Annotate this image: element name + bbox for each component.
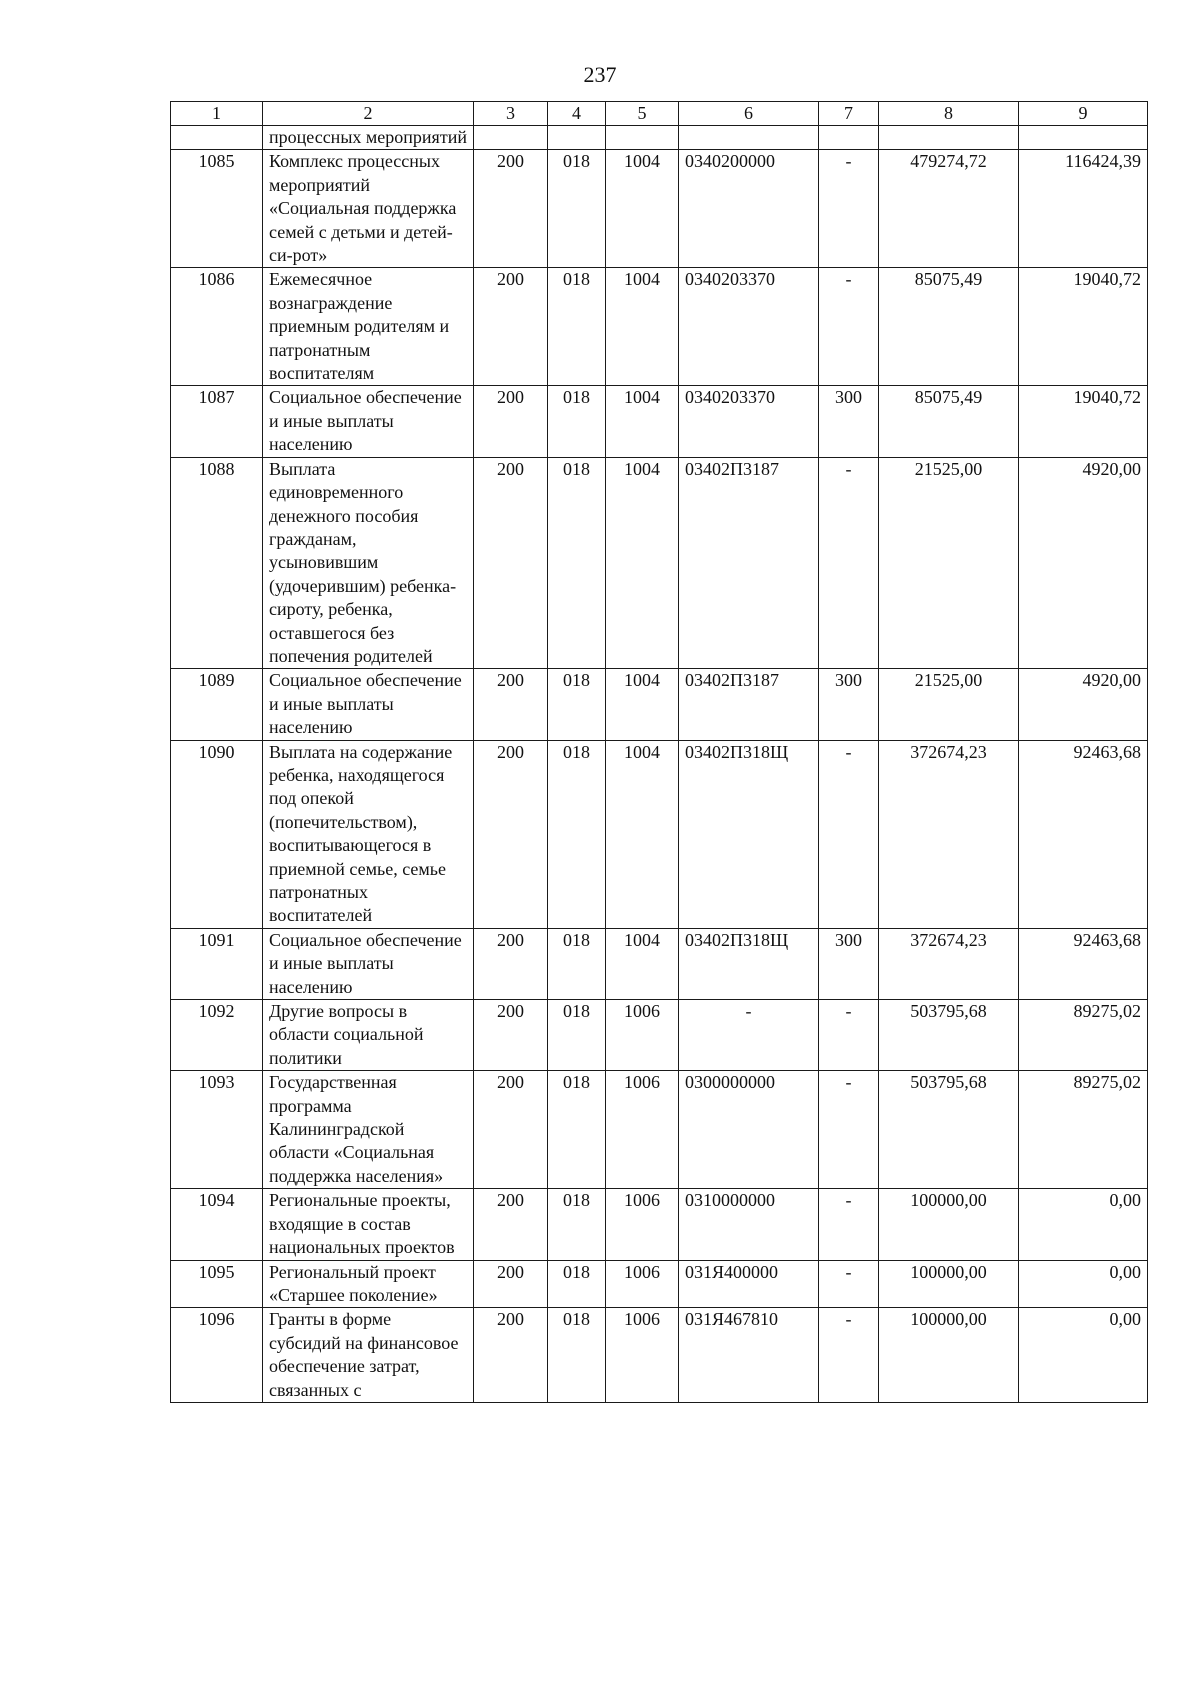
col3-cell: 200	[474, 386, 548, 457]
col4-cell: 018	[548, 1260, 606, 1308]
row-number-cell: 1086	[171, 268, 263, 386]
col9-cell: 4920,00	[1019, 457, 1148, 669]
row-name-cell: Другие вопросы в области социальной политики	[263, 1000, 474, 1071]
col6-cell: 0340203370	[679, 268, 819, 386]
col5-cell: 1004	[606, 150, 679, 268]
col3-cell: 200	[474, 928, 548, 999]
col4-cell	[548, 126, 606, 150]
col8-cell: 503795,68	[879, 1071, 1019, 1189]
col8-cell: 21525,00	[879, 457, 1019, 669]
column-header: 2	[263, 102, 474, 126]
col5-cell: 1004	[606, 740, 679, 928]
col9-cell: 92463,68	[1019, 740, 1148, 928]
col9-cell: 116424,39	[1019, 150, 1148, 268]
row-number-cell: 1092	[171, 1000, 263, 1071]
table-row	[171, 386, 1148, 457]
col8-cell: 21525,00	[879, 669, 1019, 740]
col4-cell: 018	[548, 928, 606, 999]
col3-cell: 200	[474, 1071, 548, 1189]
col9-cell: 4920,00	[1019, 669, 1148, 740]
col7-cell: 300	[819, 669, 879, 740]
column-header: 6	[679, 102, 819, 126]
col6-cell: 03402П318Щ	[679, 740, 819, 928]
col7-cell: -	[819, 150, 879, 268]
col3-cell: 200	[474, 1000, 548, 1071]
col3-cell: 200	[474, 150, 548, 268]
column-header: 5	[606, 102, 679, 126]
table-row	[171, 268, 1148, 386]
col4-cell: 018	[548, 1071, 606, 1189]
col6-cell: -	[679, 1000, 819, 1071]
column-header: 7	[819, 102, 879, 126]
col3-cell: 200	[474, 740, 548, 928]
table-row	[171, 1071, 1148, 1189]
col8-cell	[879, 126, 1019, 150]
col6-cell	[679, 126, 819, 150]
row-number-cell: 1089	[171, 669, 263, 740]
table-row	[171, 150, 1148, 268]
column-header: 3	[474, 102, 548, 126]
col9-cell: 19040,72	[1019, 386, 1148, 457]
col4-cell: 018	[548, 1189, 606, 1260]
col7-cell: -	[819, 1308, 879, 1403]
row-name-cell: Комплекс процессных мероприятий «Социальная поддержка семей с детьми и детей-си-рот»	[263, 150, 474, 268]
col7-cell	[819, 126, 879, 150]
col9-cell: 89275,02	[1019, 1071, 1148, 1189]
col7-cell: -	[819, 1000, 879, 1071]
col3-cell: 200	[474, 268, 548, 386]
col4-cell: 018	[548, 740, 606, 928]
row-number-cell: 1094	[171, 1189, 263, 1260]
col8-cell: 85075,49	[879, 386, 1019, 457]
col3-cell: 200	[474, 1189, 548, 1260]
row-name-cell: Социальное обеспечение и иные выплаты населению	[263, 928, 474, 999]
col5-cell: 1004	[606, 457, 679, 669]
col5-cell: 1006	[606, 1189, 679, 1260]
table-row	[171, 669, 1148, 740]
col6-cell: 03402П3187	[679, 669, 819, 740]
row-name-cell: Государственная программа Калининградской области «Социальная поддержка населения»	[263, 1071, 474, 1189]
col8-cell: 85075,49	[879, 268, 1019, 386]
col5-cell: 1004	[606, 669, 679, 740]
col7-cell: -	[819, 1189, 879, 1260]
col7-cell: 300	[819, 928, 879, 999]
col9-cell: 0,00	[1019, 1260, 1148, 1308]
budget-table	[170, 101, 1148, 1403]
col3-cell	[474, 126, 548, 150]
column-header: 8	[879, 102, 1019, 126]
col5-cell: 1006	[606, 1260, 679, 1308]
col4-cell: 018	[548, 1000, 606, 1071]
col6-cell: 0340203370	[679, 386, 819, 457]
col6-cell: 0300000000	[679, 1071, 819, 1189]
table-row	[171, 457, 1148, 669]
col9-cell: 0,00	[1019, 1308, 1148, 1403]
col6-cell: 03402П3187	[679, 457, 819, 669]
row-number-cell: 1091	[171, 928, 263, 999]
row-name-cell: Выплата на содержание ребенка, находящегося под опекой (попечительством), воспитывающегося в приемной семье, семье патронатных воспитателей	[263, 740, 474, 928]
col5-cell: 1004	[606, 268, 679, 386]
row-number-cell: 1096	[171, 1308, 263, 1403]
row-name-cell: Социальное обеспечение и иные выплаты населению	[263, 386, 474, 457]
row-name-cell: Ежемесячное вознаграждение приемным родителям и патронатным воспитателям	[263, 268, 474, 386]
table-row	[171, 1308, 1148, 1403]
col4-cell: 018	[548, 386, 606, 457]
col6-cell: 031Я400000	[679, 1260, 819, 1308]
row-number-cell: 1095	[171, 1260, 263, 1308]
col8-cell: 479274,72	[879, 150, 1019, 268]
row-number-cell	[171, 126, 263, 150]
row-name-cell: Региональный проект «Старшее поколение»	[263, 1260, 474, 1308]
table-row	[171, 1000, 1148, 1071]
col9-cell: 0,00	[1019, 1189, 1148, 1260]
col7-cell: -	[819, 457, 879, 669]
table-row	[171, 928, 1148, 999]
col9-cell	[1019, 126, 1148, 150]
col7-cell: -	[819, 1071, 879, 1189]
col3-cell: 200	[474, 1260, 548, 1308]
col3-cell: 200	[474, 669, 548, 740]
column-header: 9	[1019, 102, 1148, 126]
col6-cell: 031Я467810	[679, 1308, 819, 1403]
col5-cell: 1004	[606, 386, 679, 457]
row-number-cell: 1088	[171, 457, 263, 669]
col4-cell: 018	[548, 457, 606, 669]
row-number-cell: 1093	[171, 1071, 263, 1189]
col9-cell: 19040,72	[1019, 268, 1148, 386]
col4-cell: 018	[548, 669, 606, 740]
col6-cell: 0310000000	[679, 1189, 819, 1260]
col5-cell: 1006	[606, 1308, 679, 1403]
row-number-cell: 1090	[171, 740, 263, 928]
page-number: 237	[583, 62, 617, 87]
table-row	[171, 1189, 1148, 1260]
col8-cell: 372674,23	[879, 928, 1019, 999]
col6-cell: 03402П318Щ	[679, 928, 819, 999]
column-header: 1	[171, 102, 263, 126]
col8-cell: 100000,00	[879, 1189, 1019, 1260]
table-row	[171, 126, 1148, 150]
col7-cell: -	[819, 268, 879, 386]
col5-cell: 1004	[606, 928, 679, 999]
col3-cell: 200	[474, 457, 548, 669]
row-name-cell: Социальное обеспечение и иные выплаты населению	[263, 669, 474, 740]
col4-cell: 018	[548, 1308, 606, 1403]
col5-cell: 1006	[606, 1071, 679, 1189]
col9-cell: 92463,68	[1019, 928, 1148, 999]
table-row	[171, 1260, 1148, 1308]
col5-cell: 1006	[606, 1000, 679, 1071]
col8-cell: 100000,00	[879, 1308, 1019, 1403]
col7-cell: -	[819, 740, 879, 928]
header-row	[171, 102, 1148, 126]
row-name-cell: процессных мероприятий	[263, 126, 474, 150]
row-name-cell: Выплата единовременного денежного пособия гражданам, усыновившим (удочерившим) ребенка-сироту, ребенка, оставшегося без попечения родителей	[263, 457, 474, 669]
col4-cell: 018	[548, 268, 606, 386]
col9-cell: 89275,02	[1019, 1000, 1148, 1071]
col8-cell: 100000,00	[879, 1260, 1019, 1308]
table-row	[171, 740, 1148, 928]
row-name-cell: Гранты в форме субсидий на финансовое обеспечение затрат, связанных с	[263, 1308, 474, 1403]
row-name-cell: Региональные проекты, входящие в состав национальных проектов	[263, 1189, 474, 1260]
table-header	[171, 102, 1148, 126]
col8-cell: 503795,68	[879, 1000, 1019, 1071]
col7-cell: 300	[819, 386, 879, 457]
col3-cell: 200	[474, 1308, 548, 1403]
row-number-cell: 1087	[171, 386, 263, 457]
col6-cell: 0340200000	[679, 150, 819, 268]
col5-cell	[606, 126, 679, 150]
col8-cell: 372674,23	[879, 740, 1019, 928]
table-body	[171, 126, 1148, 1403]
col7-cell: -	[819, 1260, 879, 1308]
column-header: 4	[548, 102, 606, 126]
col4-cell: 018	[548, 150, 606, 268]
row-number-cell: 1085	[171, 150, 263, 268]
